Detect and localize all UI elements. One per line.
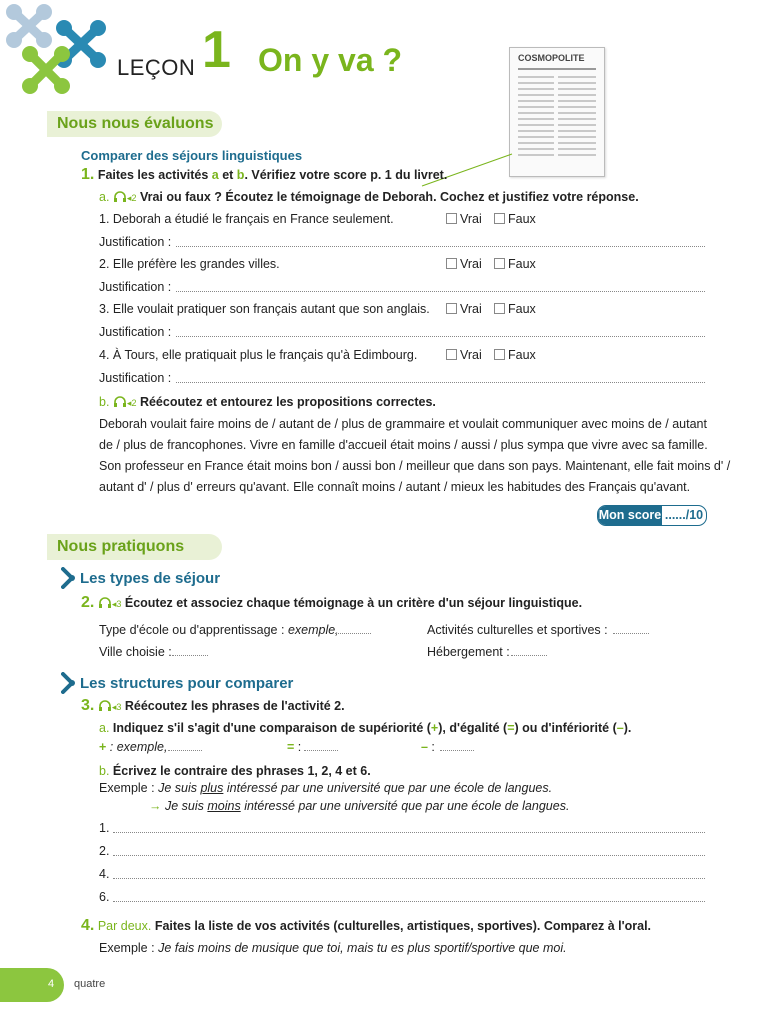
headphones-icon xyxy=(98,700,112,712)
answer-line[interactable] xyxy=(113,832,705,833)
answer-line[interactable] xyxy=(511,655,547,656)
checkbox[interactable] xyxy=(446,349,457,360)
faux-option[interactable]: Faux xyxy=(494,256,536,272)
paragraph-line[interactable]: autant d' / plus d' erreurs qu'avant. Elle connaît moins / autant / mieux les habitudes des Français qu'avant. xyxy=(99,480,691,494)
lecon-label: LEÇON xyxy=(117,55,196,80)
answer-line-label: 6. xyxy=(99,890,110,904)
vrai-option[interactable]: Vrai xyxy=(446,211,482,227)
answer-line-label: 4. xyxy=(99,867,110,881)
section-banner-evaluons: Nous nous évaluons xyxy=(47,111,222,137)
checkbox[interactable] xyxy=(446,303,457,314)
checkbox[interactable] xyxy=(494,303,505,314)
faux-option[interactable]: Faux xyxy=(494,347,536,363)
answer-line[interactable] xyxy=(335,633,371,634)
vrai-option[interactable]: Vrai xyxy=(446,301,482,317)
exercise-1-number: 1. xyxy=(81,166,95,183)
ecole-field: Type d'école ou d'apprentissage : exemple, xyxy=(99,623,339,637)
checkbox[interactable] xyxy=(494,258,505,269)
answer-line[interactable] xyxy=(172,655,208,656)
exercise-4-instruction: 4. Par deux. Faites la liste de vos activités (culturelles, artistiques, sportives). Comparez à l'oral. xyxy=(81,917,652,934)
chevron-icon xyxy=(61,567,75,589)
minus-field: – : xyxy=(421,740,435,754)
exercise-3a-instruction: a. Indiquez s'il s'agit d'une comparaison de supériorité (+), d'égalité (=) ou d'infériorité (–). xyxy=(99,721,632,735)
headphones-icon xyxy=(113,396,127,408)
subsection-title: Les structures pour comparer xyxy=(80,675,294,692)
answer-line[interactable] xyxy=(113,901,705,902)
score-label: Mon score xyxy=(598,506,662,525)
true-false-item: 4. À Tours, elle pratiquait plus le français qu'à Edimbourg. xyxy=(99,348,418,362)
headphones-icon xyxy=(98,597,112,609)
section-subtitle: Comparer des séjours linguistiques xyxy=(81,148,303,163)
page-title: On y va ? xyxy=(258,42,403,78)
exercise-4-example: Exemple : Je fais moins de musique que toi, mais tu es plus sportif/sportive que moi. xyxy=(99,941,567,955)
answer-line[interactable] xyxy=(176,291,705,292)
answer-line[interactable] xyxy=(176,382,705,383)
faux-option[interactable]: Faux xyxy=(494,301,536,317)
checkbox[interactable] xyxy=(494,349,505,360)
paragraph-line[interactable]: de / plus de francophones. Vivre en famille d'accueil était moins / aussi / plus sympa que vivre avec sa famille. xyxy=(99,438,708,452)
answer-line[interactable] xyxy=(440,750,474,751)
justification-label: Justification : xyxy=(99,371,172,385)
true-false-item: 2. Elle préfère les grandes villes. xyxy=(99,257,280,271)
answer-line[interactable] xyxy=(613,633,649,634)
justification-label: Justification : xyxy=(99,325,172,339)
page-number: 4 xyxy=(48,978,55,990)
checkbox[interactable] xyxy=(446,258,457,269)
answer-line-label: 2. xyxy=(99,844,110,858)
page-word: quatre xyxy=(74,978,106,990)
activites-field: Activités culturelles et sportives : xyxy=(427,623,608,637)
answer-line-label: 1. xyxy=(99,821,110,835)
lecon-number: 1 xyxy=(202,21,231,79)
headphones-icon xyxy=(113,191,127,203)
true-false-item: 1. Deborah a étudié le français en France seulement. xyxy=(99,212,394,226)
checkbox[interactable] xyxy=(446,213,457,224)
hebergement-field: Hébergement : xyxy=(427,645,510,659)
faux-option[interactable]: Faux xyxy=(494,211,536,227)
example-line: Exemple : Je suis plus intéressé par une université que par une école de langues. xyxy=(99,781,553,795)
answer-line[interactable] xyxy=(113,855,705,856)
paragraph-line[interactable]: Deborah voulait faire moins de / autant de / plus de grammaire et voulait communiquer avec moins de / autant xyxy=(99,417,707,431)
ville-field: Ville choisie : xyxy=(99,645,172,659)
answer-line[interactable] xyxy=(113,878,705,879)
checkbox[interactable] xyxy=(494,213,505,224)
chevron-icon xyxy=(61,672,75,694)
molecule-logo xyxy=(0,0,120,100)
exercise-1-instruction: 1. Faites les activités a et b. Vérifiez votre score p. 1 du livret. xyxy=(81,166,448,183)
example-answer-line: → Je suis moins intéressé par une université que par une école de langues. xyxy=(149,799,570,813)
paragraph-line[interactable]: Son professeur en France était moins bon / aussi bon / meilleur que dans son pays. Maintenant, elle fait moins d' / xyxy=(99,459,731,473)
arrow-icon: → xyxy=(149,799,162,813)
exercise-1a-instruction: a. ◂2 Vrai ou faux ? Écoutez le témoignage de Deborah. Cochez et justifiez votre réponse. xyxy=(99,190,639,204)
justification-label: Justification : xyxy=(99,280,172,294)
exercise-3-instruction: 3. ◂3 Réécoutez les phrases de l'activité 2. xyxy=(81,697,345,714)
answer-line[interactable] xyxy=(176,246,705,247)
equal-field: = : xyxy=(287,740,302,754)
section-banner-pratiquons: Nous pratiquons xyxy=(47,534,222,560)
page-number-pill xyxy=(0,968,64,1002)
exercise-1b-instruction: b. ◂2 Réécoutez et entourez les propositions correctes. xyxy=(99,395,436,409)
vrai-option[interactable]: Vrai xyxy=(446,347,482,363)
booklet-thumbnail xyxy=(509,47,605,177)
vrai-option[interactable]: Vrai xyxy=(446,256,482,272)
exercise-2-instruction: 2. ◂3 Écoutez et associez chaque témoignage à un critère d'un séjour linguistique. xyxy=(81,594,583,611)
answer-line[interactable] xyxy=(168,750,202,751)
plus-field: + : exemple, xyxy=(99,740,168,754)
exercise-3b-instruction: b. Écrivez le contraire des phrases 1, 2, 4 et 6. xyxy=(99,764,371,778)
answer-line[interactable] xyxy=(176,336,705,337)
thumbnail-title: COSMOPOLITE xyxy=(518,53,585,63)
subsection-title: Les types de séjour xyxy=(80,570,221,587)
true-false-item: 3. Elle voulait pratiquer son français autant que son anglais. xyxy=(99,302,430,316)
score-value[interactable]: ....../10 xyxy=(664,508,704,522)
answer-line[interactable] xyxy=(304,750,338,751)
justification-label: Justification : xyxy=(99,235,172,249)
score-badge xyxy=(597,505,707,526)
